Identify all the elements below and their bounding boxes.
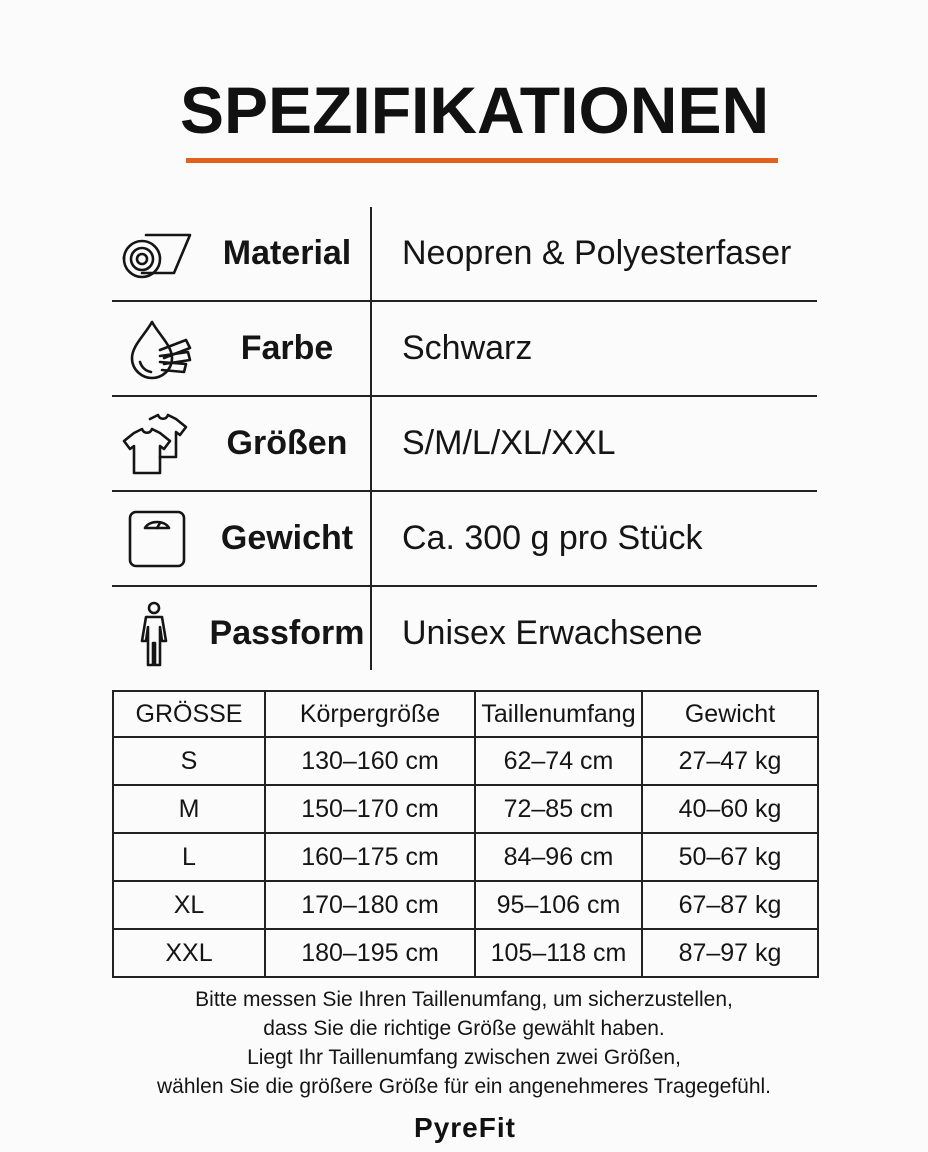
- page-title: SPEZIFIKATIONEN: [180, 73, 770, 147]
- table-cell: 87–97 kg: [642, 929, 818, 977]
- size-table-header-row: [113, 691, 818, 737]
- header-gewicht: Gewicht: [642, 691, 818, 737]
- brand-name: PyreFit: [414, 1112, 516, 1143]
- table-cell: 180–195 cm: [265, 929, 475, 977]
- sizing-note-line: Liegt Ihr Taillenumfang zwischen zwei Größen,: [247, 1046, 681, 1069]
- spec-value-material: Neopren & Polyesterfaser: [402, 234, 792, 272]
- table-cell: 130–160 cm: [265, 737, 475, 785]
- table-cell: 160–175 cm: [265, 833, 475, 881]
- table-cell: M: [113, 785, 265, 833]
- table-cell: 72–85 cm: [475, 785, 642, 833]
- rolled-mat-icon: [120, 221, 196, 287]
- table-row: [113, 833, 818, 881]
- spec-value-farbe: Schwarz: [402, 329, 533, 367]
- table-row: [113, 785, 818, 833]
- title-underline: [186, 158, 778, 163]
- table-row: [113, 929, 818, 977]
- person-icon: [120, 601, 196, 667]
- spec-value-passform: Unisex Erwachsene: [402, 614, 703, 652]
- table-cell: 170–180 cm: [265, 881, 475, 929]
- spec-column-divider: [370, 207, 372, 670]
- header-koerpergroesse: Körpergröße: [265, 691, 475, 737]
- spec-row-passform: [112, 585, 817, 680]
- table-cell: 84–96 cm: [475, 833, 642, 881]
- spec-label-farbe: Farbe: [240, 329, 334, 367]
- table-cell: 67–87 kg: [642, 881, 818, 929]
- table-cell: 150–170 cm: [265, 785, 475, 833]
- spec-value-groessen: S/M/L/XL/XXL: [402, 424, 616, 462]
- sizing-note-line: wählen Sie die größere Größe für ein angenehmeres Tragegefühl.: [156, 1075, 772, 1098]
- table-row: [113, 881, 818, 929]
- spec-value-gewicht: Ca. 300 g pro Stück: [402, 519, 703, 557]
- table-cell: 105–118 cm: [475, 929, 642, 977]
- table-cell: 62–74 cm: [475, 737, 642, 785]
- spec-label-groessen: Größen: [226, 424, 348, 462]
- sizing-note-line: dass Sie die richtige Größe gewählt haben.: [263, 1017, 665, 1040]
- table-cell: 50–67 kg: [642, 833, 818, 881]
- spec-list: [112, 207, 817, 680]
- tshirt-icon: [120, 411, 196, 477]
- table-cell: XXL: [113, 929, 265, 977]
- spec-label-gewicht: Gewicht: [220, 519, 354, 557]
- table-cell: S: [113, 737, 265, 785]
- header-taillenumfang: Taillenumfang: [475, 691, 642, 737]
- spec-row-material: [112, 207, 817, 300]
- sizing-note-line: Bitte messen Sie Ihren Taillenumfang, um sicherzustellen,: [195, 988, 733, 1011]
- scale-icon: [120, 506, 196, 572]
- spec-label-passform: Passform: [209, 614, 365, 652]
- size-table: [112, 690, 819, 978]
- table-cell: 27–47 kg: [642, 737, 818, 785]
- table-cell: 95–106 cm: [475, 881, 642, 929]
- table-cell: 40–60 kg: [642, 785, 818, 833]
- spec-row-groessen: [112, 395, 817, 490]
- table-cell: XL: [113, 881, 265, 929]
- header-groesse: GRÖSSE: [113, 691, 265, 737]
- spec-row-farbe: [112, 300, 817, 395]
- sizing-note: [100, 985, 828, 1101]
- color-drop-swatch-icon: [120, 316, 196, 382]
- spec-row-gewicht: [112, 490, 817, 585]
- spec-label-material: Material: [222, 234, 352, 272]
- table-cell: L: [113, 833, 265, 881]
- table-row: [113, 737, 818, 785]
